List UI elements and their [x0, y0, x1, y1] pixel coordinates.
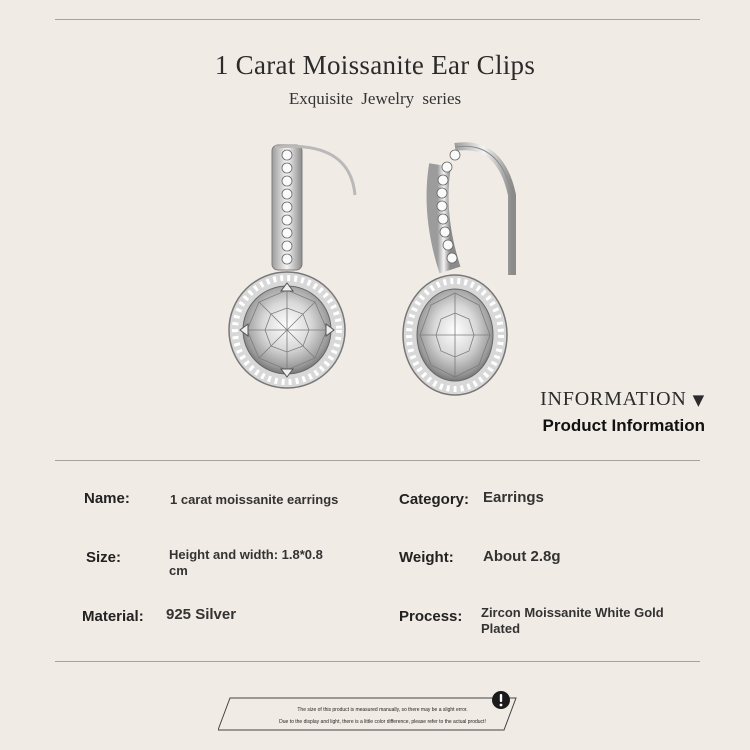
- left-earring: [229, 145, 355, 388]
- spec-top-rule: [55, 460, 700, 461]
- name-value: 1 carat moissanite earrings: [170, 492, 339, 507]
- alert-icon: [491, 690, 511, 710]
- size-value: [169, 547, 323, 579]
- size-value-line-1: Height and width: 1.8*0.8: [169, 547, 323, 562]
- earrings-photo: [200, 135, 540, 420]
- information-heading-text: INFORMATION: [540, 388, 687, 410]
- triangle-down-icon: ▼: [692, 391, 705, 409]
- size-value-line-2: cm: [169, 563, 188, 578]
- weight-label: Weight:: [399, 549, 454, 566]
- material-value: 925 Silver: [166, 606, 237, 623]
- name-label: Name:: [84, 490, 130, 507]
- notice-line-2: Due to the display and light, there is a little color difference, please refer to the actual product!: [279, 719, 486, 725]
- process-label: Process:: [399, 608, 463, 625]
- material-label: Material:: [82, 608, 144, 625]
- process-value: [481, 605, 664, 637]
- weight-value: About 2.8g: [483, 548, 561, 565]
- category-label: Category:: [399, 491, 470, 508]
- top-rule: [55, 19, 700, 20]
- category-value: Earrings: [483, 489, 544, 506]
- information-heading: [540, 388, 705, 411]
- page-subtitle: Exquisite Jewelry series: [288, 89, 462, 108]
- right-earring: [403, 146, 512, 395]
- size-label: Size:: [86, 549, 122, 566]
- process-value-line-1: Zircon Moissanite White Gold: [481, 605, 664, 620]
- process-value-line-2: Plated: [481, 621, 521, 636]
- product-information-subheading: Product Information: [542, 416, 705, 435]
- page-title: 1 Carat Moissanite Ear Clips: [214, 50, 536, 80]
- spec-bottom-rule: [55, 661, 700, 662]
- notice-line-1: The size of this product is measured manually, so there may be a slight error.: [297, 707, 468, 713]
- notice-text: [250, 704, 515, 728]
